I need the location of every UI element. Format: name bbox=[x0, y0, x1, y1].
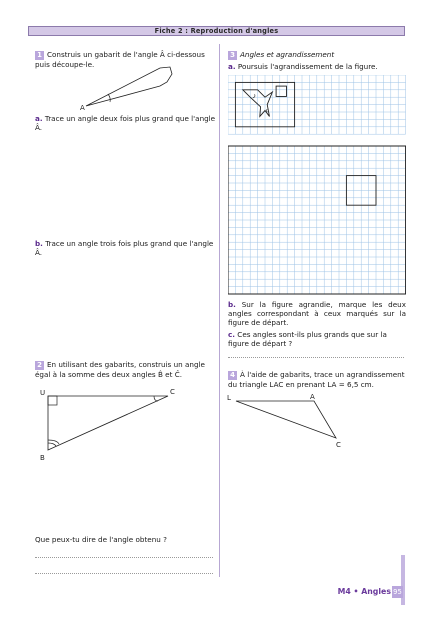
exercise-2-statement bbox=[35, 360, 215, 379]
angle-b-arc-1 bbox=[48, 443, 56, 446]
question-b-label: b. bbox=[35, 239, 43, 248]
footer bbox=[329, 586, 403, 598]
question-3c-label: c. bbox=[228, 330, 235, 339]
right-angle-marker bbox=[48, 396, 57, 405]
exercise-4-statement bbox=[228, 370, 406, 389]
question-a-text: Trace un angle deux fois plus grand que l'angle Â. bbox=[35, 114, 216, 132]
angle-c-arc bbox=[154, 396, 158, 401]
question-a-label: a. bbox=[35, 114, 43, 123]
question-3c-text: Ces angles sont-ils plus grands que sur la figure de départ ? bbox=[228, 330, 387, 348]
triangle-ucb-figure bbox=[36, 386, 181, 466]
question-3b-label: b. bbox=[228, 300, 236, 309]
triangle-ucb bbox=[48, 396, 168, 450]
small-square bbox=[276, 86, 286, 96]
page-number: 95 bbox=[393, 588, 402, 596]
point-c-label: C bbox=[170, 388, 175, 396]
exercise-3-number: 3 bbox=[228, 51, 237, 60]
triangle-lac bbox=[236, 401, 336, 438]
exercise-2-number: 2 bbox=[35, 361, 44, 370]
question-3a-label: a. bbox=[228, 62, 236, 71]
page-title: Fiche 2 : Reproduction d'angles bbox=[154, 27, 279, 35]
exercise-3-header bbox=[228, 50, 406, 60]
angle-a-template-shape bbox=[86, 67, 172, 106]
point-l-label: L bbox=[227, 394, 231, 402]
exercise-3-question-a bbox=[228, 62, 406, 71]
exercise-1-number: 1 bbox=[35, 51, 44, 60]
answer-line-1[interactable] bbox=[35, 557, 213, 558]
exercise-2-text: En utilisant des gabarits, construis un angle égal à la somme des deux angles B̂ et Ĉ. bbox=[35, 360, 205, 379]
bird-angle-arc-2 bbox=[266, 109, 267, 112]
exercise-1-text: Construis un gabarit de l'angle Â ci-dessous puis découpe-le. bbox=[35, 50, 205, 69]
exercise-2-question: Que peux-tu dire de l'angle obtenu ? bbox=[35, 535, 167, 544]
exercise-3-title: Angles et agrandissement bbox=[240, 50, 335, 59]
angle-a-arc bbox=[108, 94, 110, 102]
exercise-1-question-a bbox=[35, 114, 217, 132]
question-b-text: Trace un angle trois fois plus grand que l'angle Â. bbox=[35, 239, 214, 257]
column-divider bbox=[219, 44, 220, 577]
exercise-3-question-c bbox=[228, 330, 406, 348]
answer-line-3[interactable] bbox=[228, 357, 404, 358]
question-3a-text: Poursuis l'agrandissement de la figure. bbox=[237, 62, 378, 71]
page-title-bar bbox=[28, 26, 405, 36]
point-c4-label: C bbox=[336, 441, 341, 449]
exercise-4-text: À l'aide de gabarits, trace un agrandissement du triangle LAC en prenant LA = 6,5 cm. bbox=[228, 370, 405, 389]
question-3b-text: Sur la figure agrandie, marque les deux angles correspondant à ceux marqués sur la figure de départ. bbox=[228, 300, 406, 327]
exercise-3-question-b bbox=[228, 300, 406, 327]
point-u-label: U bbox=[40, 389, 46, 397]
exercise-4-number: 4 bbox=[228, 371, 237, 380]
angle-a-figure bbox=[80, 62, 180, 114]
answer-line-2[interactable] bbox=[35, 573, 213, 574]
enlargement-grid bbox=[228, 75, 406, 299]
point-b-label: B bbox=[40, 454, 45, 462]
triangle-lac-figure bbox=[226, 390, 356, 452]
exercise-1-question-b bbox=[35, 239, 217, 257]
point-a4-label: A bbox=[310, 393, 315, 401]
point-a-label: A bbox=[80, 104, 85, 112]
chapter-label: M4 • Angles bbox=[337, 587, 391, 596]
